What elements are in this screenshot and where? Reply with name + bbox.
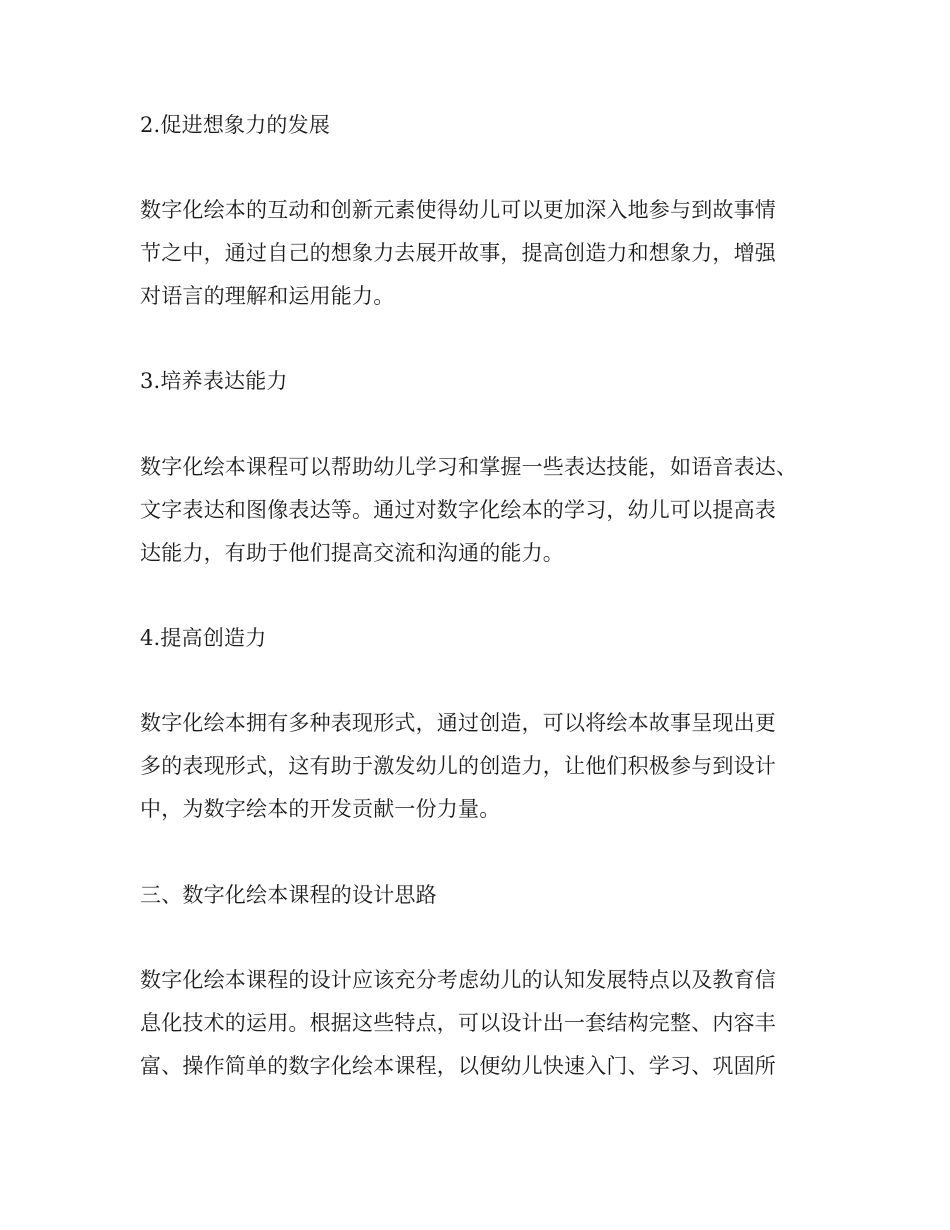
- paragraph-line: 息化技术的运用。根据这些特点，可以设计出一套结构完整、内容丰: [140, 1011, 776, 1035]
- paragraph-line: 数字化绘本拥有多种表现形式，通过创造，可以将绘本故事呈现出更: [140, 711, 776, 735]
- paragraph-line: 对语言的理解和运用能力。: [140, 284, 395, 308]
- section-heading: 3.培养表达能力: [140, 369, 288, 393]
- section-heading: 2.促进想象力的发展: [140, 113, 331, 137]
- paragraph-line: 数字化绘本课程可以帮助幼儿学习和掌握一些表达技能，如语音表达、: [140, 455, 798, 479]
- paragraph-line: 中，为数字绘本的开发贡献一份力量。: [140, 797, 501, 821]
- paragraph-line: 富、操作简单的数字化绘本课程，以便幼儿快速入门、学习、巩固所: [140, 1054, 776, 1078]
- paragraph-line: 多的表现形式，这有助于激发幼儿的创造力，让他们积极参与到设计: [140, 754, 776, 778]
- paragraph-line: 文字表达和图像表达等。通过对数字化绘本的学习，幼儿可以提高表: [140, 498, 776, 522]
- paragraph-line: 数字化绘本的互动和创新元素使得幼儿可以更加深入地参与到故事情: [140, 198, 776, 222]
- section-heading: 4.提高创造力: [140, 626, 267, 650]
- paragraph-line: 节之中，通过自己的想象力去展开故事，提高创造力和想象力，增强: [140, 241, 776, 265]
- paragraph-line: 达能力，有助于他们提高交流和沟通的能力。: [140, 541, 564, 565]
- paragraph-line: 数字化绘本课程的设计应该充分考虑幼儿的认知发展特点以及教育信: [140, 968, 776, 992]
- chapter-heading: 三、数字化绘本课程的设计思路: [140, 883, 437, 907]
